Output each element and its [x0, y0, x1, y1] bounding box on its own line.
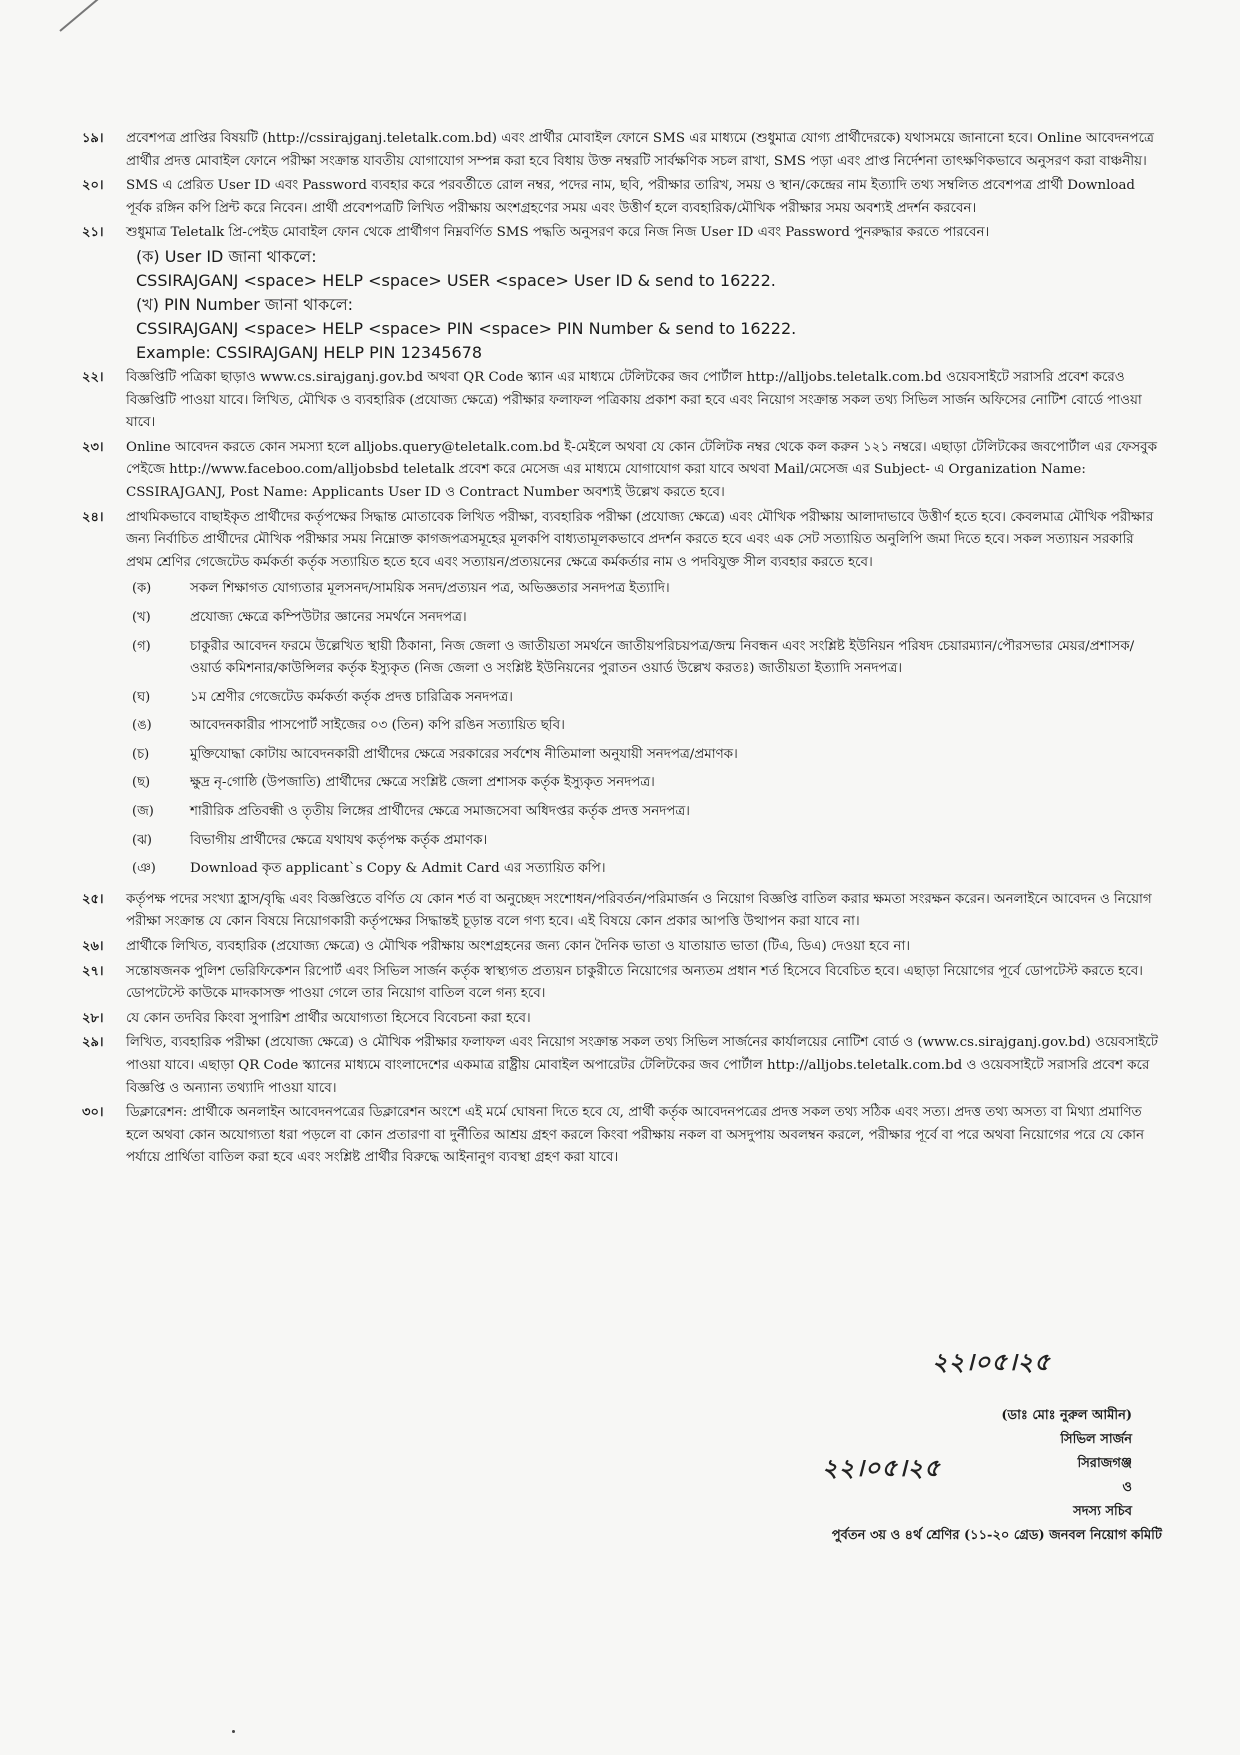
- clause-text: SMS এ প্রেরিত User ID এবং Password ব্যবহার করে পরবর্তীতে রোল নম্বর, পদের নাম, ছবি, পরীক্ষার তারিখ, সময় ও স্থান/কেন্দ্রের নাম ইত্যাদি তথ্য সম্বলিত প্রবেশপত্র প্রার্থী Download পূর্বক রঙ্গিন কপি প্রিন্ট করে নিবেন। প্রার্থী প্রবেশপত্রটি লিখিত পরীক্ষায় অংশগ্রহণের সময় এবং উত্তীর্ণ হলে ব্যবহারিক/মৌখিক পরীক্ষার সময় অবশ্যই প্রদর্শন করবেন।: [126, 178, 1135, 216]
- clause-number: ২৫।: [82, 891, 104, 907]
- scan-speck: [232, 1730, 235, 1733]
- document-list-item: (গ) চাকুরীর আবেদন ফরমে উল্লেখিত স্থায়ী ঠিকানা, নিজ জেলা ও জাতীয়তা সমর্থনে জাতীয়পরিচয়পত্র/জন্ম নিবন্ধন এবং সংশ্লিষ্ট ইউনিয়ন পরিষদ চেয়ারম্যান/পৌরসভার মেয়র/প্রশাসক/ওয়ার্ড কমিশনার/কাউন্সিলর কর্তৃক ইস্যুকৃত (নিজ জেলা ও সংশ্লিষ্ট ইউনিয়নের পুরাতন ওয়ার্ড উল্লেখ করতঃ) জাতীয়তা ইত্যাদি সনদপত্র।: [132, 638, 1135, 677]
- handwritten-signature-1: ২২।০৫।২৫: [932, 1348, 1051, 1376]
- clause-number: ২২।: [82, 369, 104, 385]
- clause-text: প্রার্থীকে লিখিত, ব্যবহারিক (প্রযোজ্য ক্ষেত্রে) ও মৌখিক পরীক্ষায় অংশগ্রহনের জন্য কোন দৈনিক ভাতা ও যাতায়াত ভাতা (টিএ, ডিএ) দেওয়া হবে না।: [126, 939, 911, 955]
- document-list-item: (খ) প্রযোজ্য ক্ষেত্রে কম্পিউটার জ্ঞানের সমর্থনে সনদপত্র।: [132, 609, 467, 625]
- clause-25: [82, 889, 1162, 934]
- page-fold-mark: [59, 0, 145, 32]
- clause-number: ২১।: [82, 225, 104, 241]
- clause-29: [82, 1032, 1162, 1100]
- clause-number: ২৬।: [82, 939, 104, 955]
- pin-number-command: CSSIRAJGANJ <space> HELP <space> PIN <space> PIN Number & send to 16222.: [136, 318, 797, 338]
- committee-name: পুর্বতন ৩য় ও ৪র্থ শ্রেণির (১১-২০ গ্রেড) জনবল নিয়োগ কমিটি: [831, 1528, 1162, 1543]
- clause-text: প্রাথমিকভাবে বাছাইকৃত প্রার্থীদের কর্তৃপক্ষের সিদ্ধান্ত মোতাবেক লিখিত পরীক্ষা, ব্যবহারিক পরীক্ষা (প্রযোজ্য ক্ষেত্রে) এবং মৌখিক পরীক্ষায় আলাদাভাবে উত্তীর্ণ হতে হবে। কেবলমাত্র মৌখিক পরীক্ষার জন্য নির্বাচিত প্রার্থীদের মৌখিক পরীক্ষার সময় নিম্নোক্ত কাগজপত্রসমূহের মূলকপি বাধ্যতামূলকভাবে প্রদর্শন করতে হবে এবং এক সেট সত্যায়িত অনুলিপি জমা দিতে হবে। সকল সত্যায়ন সরকারি প্রথম শ্রেণির গেজেটেড কর্মকর্তা কর্তৃক সত্যায়িত হতে হবে এবং সত্যায়ন/প্রত্যয়নের ক্ষেত্রে কর্মকর্তার নাম ও পদবিযুক্ত সীল ব্যবহার করতে হবে।: [126, 509, 1154, 570]
- clause-number: ২৯।: [82, 1035, 104, 1051]
- document-list-item: (চ) মুক্তিযোদ্ধা কোটায় আবেদনকারী প্রার্থীদের ক্ষেত্রে সরকারের সর্বশেষ নীতিমালা অনুযায়ী সনদপত্র/প্রমাণক।: [132, 746, 738, 762]
- clause-20: [82, 175, 1162, 220]
- document-list-item: (ছ) ক্ষুদ্র নৃ-গোষ্ঠি (উপজাতি) প্রার্থীদের ক্ষেত্রে সংশ্লিষ্ট জেলা প্রশাসক কর্তৃক ইস্যুকৃত সনদপত্র।: [132, 775, 655, 791]
- clause-text: Online আবেদন করতে কোন সমস্যা হলে alljobs.query@teletalk.com.bd ই-মেইলে অথবা যে কোন টেলিটক নম্বর থেকে কল করুন ১২১ নম্বরে। এছাড়া টেলিটকের জবপোর্টাল এর ফেসবুক পেইজে http://www.faceboo.com/alljobsbd teletalk প্রবেশ করে মেসেজ এর মাধ্যমে যোগাযোগ করা যাবে অথবা Mail/মেসেজ এর Subject- এ Organization Name: CSSIRAJGANJ, Post Name: Applicants User ID ও Contract Number অবশ্যই উল্লেখ করতে হবে।: [126, 439, 1157, 500]
- clause-21: [82, 222, 1162, 365]
- clause-number: ২৮।: [82, 1010, 104, 1026]
- user-id-label: (ক) User ID জানা থাকলে:: [136, 246, 317, 266]
- signatory-title: সিভিল সার্জন: [1060, 1432, 1132, 1447]
- document-list-item: (জ) শারীরিক প্রতিবন্ধী ও তৃতীয় লিঙ্গের প্রার্থীদের ক্ষেত্রে সমাজসেবা অধিদপ্তর কর্তৃক প্রদত্ত সনদপত্র।: [132, 804, 690, 820]
- clause-number: ১৯।: [82, 131, 104, 146]
- signatory-place: সিরাজগঞ্জ: [1077, 1456, 1132, 1471]
- clause-text: যে কোন তদবির কিংবা সুপারিশ প্রার্থীর অযোগ্যতা হিসেবে বিবেচনা করা হবে।: [126, 1010, 531, 1026]
- clause-text: ডিক্লারেশন: প্রার্থীকে অনলাইন আবেদনপত্রের ডিক্লারেশন অংশে এই মর্মে ঘোষনা দিতে হবে যে, প্রার্থী কর্তৃক আবেদনপত্রের প্রদত্ত সকল তথ্য সঠিক এবং সত্য। প্রদত্ত তথ্য অসত্য বা মিথ্যা প্রমাণিত হলে অথবা কোন অযোগ্যতা ধরা পড়লে বা কোন প্রতারণা বা দুর্নীতির আশ্রয় গ্রহণ করলে কিংবা পরীক্ষায় নকল বা অসদুপায় অবলম্বন করলে, পরীক্ষার পূর্বে বা পরে অথবা নিয়োগের পরে যে কোন পর্যায়ে প্রার্থিতা বাতিল করা হবে এবং সংশ্লিষ্ট প্রার্থীর বিরুদ্ধে আইনানুগ ব্যবস্থা গ্রহণ করা যাবে।: [126, 1105, 1144, 1166]
- document-list-item: (ঙ) আবেদনকারীর পাসপোর্ট সাইজের ০৩ (তিন) কপি রঙিন সত্যায়িত ছবি।: [132, 718, 565, 734]
- clause-text: শুধুমাত্র Teletalk প্রি-পেইড মোবাইল ফোন থেকে প্রার্থীগণ নিম্নবর্ণিত SMS পদ্ধতি অনুসরণ করে নিজ নিজ User ID এবং Password পুনরুদ্ধার করতে পারবেন।: [126, 225, 990, 241]
- pin-number-label: (খ) PIN Number জানা থাকলে:: [136, 294, 354, 314]
- sms-example: Example: CSSIRAJGANJ HELP PIN 12345678: [136, 342, 482, 362]
- clause-number: ২৪।: [82, 509, 104, 525]
- notice-body: [82, 128, 1162, 1172]
- clause-text: কর্তৃপক্ষ পদের সংখ্যা হ্রাস/বৃদ্ধি এবং বিজ্ঞপ্তিতে বর্ণিত যে কোন শর্ত বা অনুচ্ছেদ সংশোধন/পরিবর্তন/পরিমার্জন ও নিয়োগ বিজ্ঞপ্তি বাতিল করার ক্ষমতা সংরক্ষন করেন। অনলাইনে আবেদন ও নিয়োগ পরীক্ষা সংক্রান্ত যে কোন বিষয়ে নিয়োগকারী কর্তৃপক্ষের সিদ্ধান্তই চূড়ান্ত বলে গণ্য হবে। এই বিষয়ে কোন প্রকার আপত্তি উত্থাপন করা যাবে না।: [126, 891, 1152, 930]
- signature-block: [702, 1348, 1162, 1548]
- clause-number: ৩০।: [82, 1105, 104, 1121]
- document-list-item: (ক) সকল শিক্ষাগত যোগ্যতার মূলসনদ/সাময়িক সনদ/প্রত্যয়ন পত্র, অভিজ্ঞতার সনদপত্র ইত্যাদি।: [132, 581, 670, 597]
- document-list-item: (ঝ) বিভাগীয় প্রার্থীদের ক্ষেত্রে যথাযথ কর্তৃপক্ষ কর্তৃক প্রমাণক।: [132, 832, 488, 848]
- clause-28: [82, 1008, 1162, 1031]
- user-id-command: CSSIRAJGANJ <space> HELP <space> USER <space> User ID & send to 16222.: [136, 270, 776, 290]
- clause-30: [82, 1102, 1162, 1170]
- clause-27: [82, 961, 1162, 1006]
- sms-instructions: [126, 245, 1162, 365]
- clause-text: সন্তোষজনক পুলিশ ভেরিফিকেশন রিপোর্ট এবং সিভিল সার্জন কর্তৃক স্বাস্থ্যগত প্রত্যয়ন চাকুরীতে নিয়োগের অন্যতম প্রধান শর্ত হিসেবে বিবেচিত হবে। এছাড়া নিয়োগের পূর্বে ডোপটেস্ট করতে হবে। ডোপটেস্টে কাউকে মাদকাসক্ত পাওয়া গেলে তার নিয়োগ বাতিল বলে গন্য হবে।: [126, 963, 1143, 1002]
- clause-text: প্রবেশপত্র প্রাপ্তির বিষয়টি (http://cssirajganj.teletalk.com.bd) এবং প্রার্থীর মোবাইল ফোনে SMS এর মাধ্যমে (শুধুমাত্র যোগ্য প্রার্থীদেরকে) যথাসময়ে জানানো হবে। Online আবেদনপত্রে প্রার্থীর প্রদত্ত মোবাইল ফোনে পরীক্ষা সংক্রান্ত যাবতীয় যোগাযোগ সম্পন্ন করা হবে বিধায় উক্ত নম্বরটি সার্বক্ষণিক সচল রাখা, SMS পড়া এবং প্রাপ্ত নির্দেশনা তাৎক্ষণিকভাবে অনুসরণ করা বাঞ্চনীয়।: [126, 131, 1154, 169]
- clause-24: [82, 507, 1162, 887]
- clause-text: লিখিত, ব্যবহারিক পরীক্ষা (প্রযোজ্য ক্ষেত্রে) ও মৌখিক পরীক্ষার ফলাফল এবং নিয়োগ সংক্রান্ত সকল তথ্য সিভিল সার্জনের কার্যালয়ের নোটিশ বোর্ড ও (www.cs.sirajganj.gov.bd) ওয়েবসাইটে পাওয়া যাবে। এছাড়া QR Code স্ক্যানের মাধ্যমে বাংলাদেশের একমাত্র রাষ্ট্রীয় মোবাইল অপারেটর টেলিটকের জব পোর্টাল http://alljobs.teletalk.com.bd ও ওয়েবসাইটে সরাসরি প্রবেশ করে বিজ্ঞপ্তি ও অন্যান্য তথ্যাদি পাওয়া যাবে।: [126, 1035, 1158, 1096]
- clause-text: বিজ্ঞপ্তিটি পত্রিকা ছাড়াও www.cs.sirajganj.gov.bd অথবা QR Code স্ক্যান এর মাধ্যমে টেলিটকের জব পোর্টাল http://alljobs.teletalk.com.bd ওয়েবসাইটে সরাসরি প্রবেশ করেও বিজ্ঞপ্তিটি পাওয়া যাবে। লিখিত, মৌখিক ও ব্যবহারিক (প্রযোজ্য ক্ষেত্রে) পরীক্ষার ফলাফল পত্রিকায় প্রকাশ করা হবে এবং নিয়োগ সংক্রান্ত সকল তথ্য সিভিল সার্জন অফিসের নোটিশ বোর্ডে পাওয়া যাবে।: [126, 369, 1142, 431]
- signatory-name: (ডাঃ মোঃ নুরুল আমীন): [1001, 1408, 1132, 1423]
- clause-22: [82, 367, 1162, 435]
- clause-number: ২৭।: [82, 963, 104, 979]
- clause-19: [82, 128, 1162, 173]
- conjunction: ও: [1122, 1480, 1132, 1495]
- signatory-role: সদস্য সচিব: [1073, 1504, 1132, 1519]
- document-list-item: (ঞ) Download কৃত applicant`s Copy & Admit Card এর সত্যায়িত কপি।: [132, 861, 606, 877]
- clause-23: [82, 437, 1162, 505]
- clause-number: ২০।: [82, 178, 104, 194]
- clause-number: ২৩।: [82, 439, 104, 455]
- document-list-item: (ঘ) ১ম শ্রেণীর গেজেটেড কর্মকর্তা কর্তৃক প্রদত্ত চারিত্রিক সনদপত্র।: [132, 689, 513, 705]
- clause-26: [82, 936, 1162, 959]
- handwritten-signature-2: ২২।০৫।২৫: [822, 1454, 941, 1482]
